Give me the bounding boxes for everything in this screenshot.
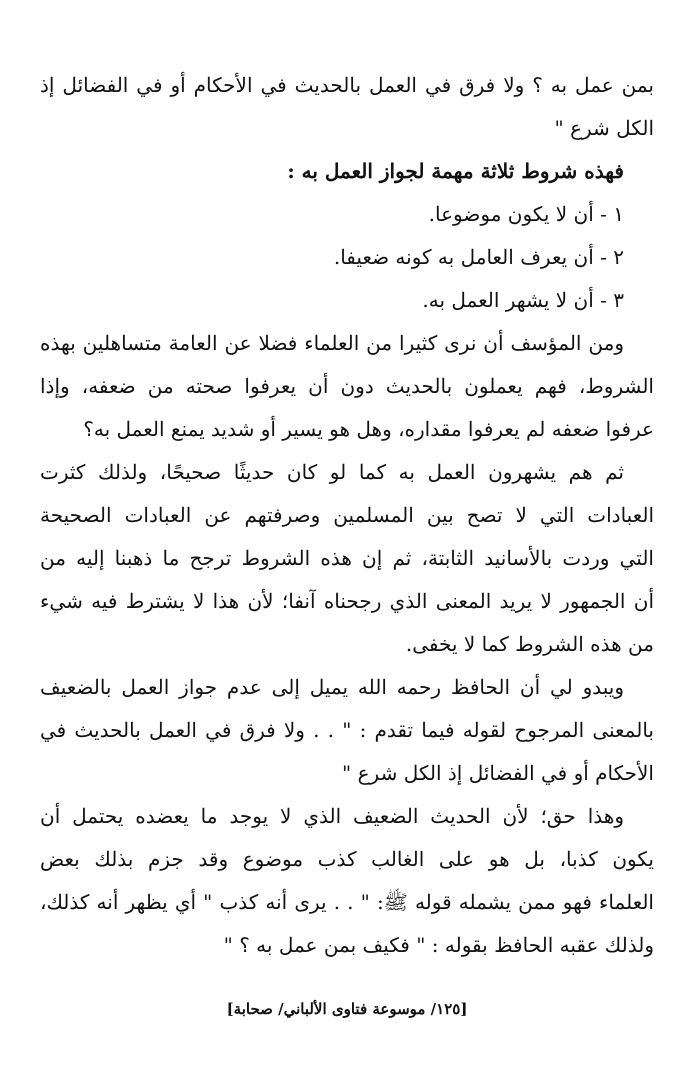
text-line-10: ثم هم يشهرون العمل به كما لو كان حديثًا صحيحًا، ولذلك كثرت xyxy=(40,460,624,484)
text-line-14: من هذه الشروط كما لا يخفى. xyxy=(405,632,654,656)
text-line-2: الكل شرع " xyxy=(554,116,654,140)
text-line-18: وهذا حق؛ لأن الحديث الضعيف الذي لا يوجد ما يعضده يحتمل أن xyxy=(40,804,624,828)
text-line-5: ٢ - أن يعرف العامل به كونه ضعيفا. xyxy=(333,245,624,269)
text-line-19: يكون كذبا، بل هو على الغالب كذب موضوع وقد جزم بذلك بعض xyxy=(40,847,654,871)
text-line-9: عرفوا ضعفه لم يعرفوا مقداره، وهل هو يسير أو شديد يمنع العمل به؟ xyxy=(83,417,654,441)
text-line-20: العلماء فهو ممن يشمله قوله ﷺ: " . . يرى أنه كذب " أي يظهر أنه كذلك، xyxy=(40,890,654,914)
text-line-1: بمن عمل به ؟ ولا فرق في العمل بالحديث في الأحكام أو في الفضائل إذ xyxy=(40,73,654,97)
page-footer: [١٢٥/ موسوعة فتاوى الألباني/ صحابة] xyxy=(226,1000,468,1018)
text-line-3: فهذه شروط ثلاثة مهمة لجواز العمل به : xyxy=(287,159,624,183)
text-line-8: الشروط، فهم يعملون بالحديث دون أن يعرفوا صحته من ضعفه، وإذا xyxy=(40,374,654,398)
text-line-16: بالمعنى المرجوح لقوله فيما تقدم : " . . ولا فرق في العمل بالحديث في xyxy=(40,718,654,742)
text-line-6: ٣ - أن لا يشهر العمل به. xyxy=(422,288,624,312)
text-line-4: ١ - أن لا يكون موضوعا. xyxy=(428,202,624,226)
text-line-15: ويبدو لي أن الحافظ رحمه الله يميل إلى عدم جواز العمل بالضعيف xyxy=(40,675,624,699)
text-line-7: ومن المؤسف أن نرى كثيرا من العلماء فضلا عن العامة متساهلين بهذه xyxy=(40,331,624,355)
text-line-13: أن الجمهور لا يريد المعنى الذي رجحناه آنفا؛ لأن هذا لا يشترط فيه شيء xyxy=(40,589,654,613)
page-body xyxy=(40,64,654,967)
text-line-11: العبادات التي لا تصح بين المسلمين وصرفتهم عن العبادات الصحيحة xyxy=(40,503,654,527)
text-line-21: ولذلك عقبه الحافظ بقوله : " فكيف بمن عمل به ؟ " xyxy=(223,933,654,957)
text-line-17: الأحكام أو في الفضائل إذ الكل شرع " xyxy=(342,761,654,785)
text-line-12: التي وردت بالأسانيد الثابتة، ثم إن هذه الشروط ترجح ما ذهبنا إليه من xyxy=(40,546,654,570)
